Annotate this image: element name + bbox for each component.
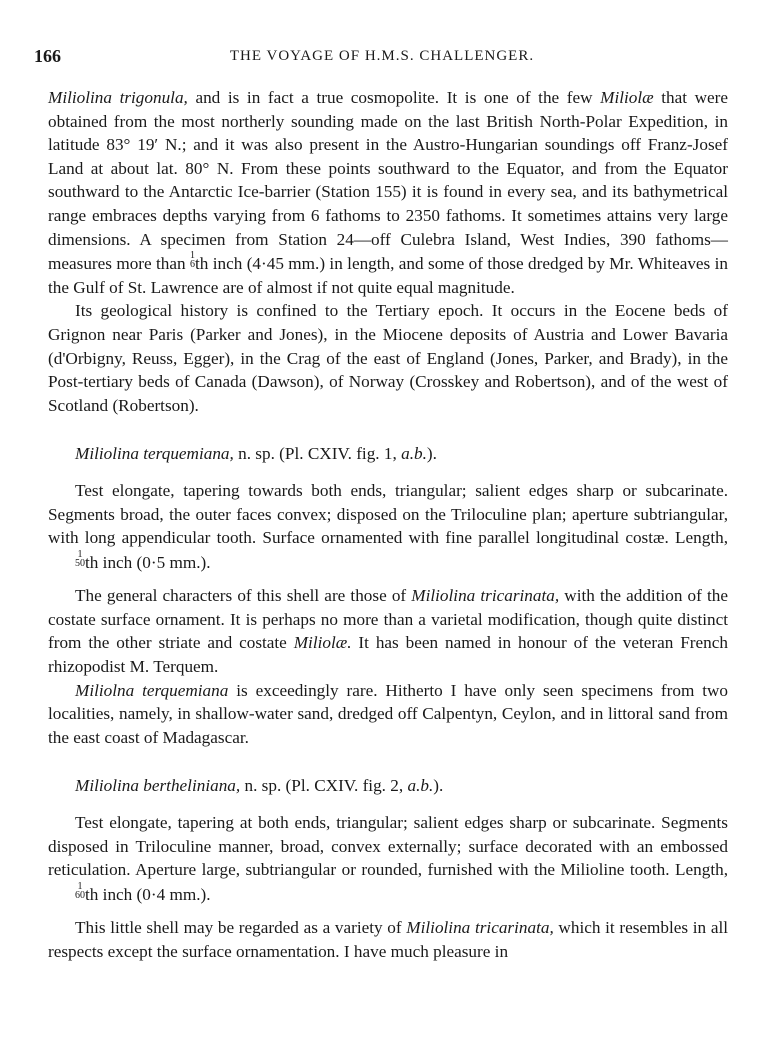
paragraph-geology: Its geological history is confined to the Tertiary epoch. It occurs in the Eocene beds of Grignon near Paris (Parker and Jones), in the Miocene deposits of Austria and Lower Bavaria (d'Orbigny, Reuss, Egger), in the Crag of the east of England (Jones, Parker, and Brady), in the Post-tertiary beds of Canada (Dawson), of Norway (Crosskey and Robertson), and of the west of Scotland (Robertson). [48,301,728,415]
species-description: Test elongate, tapering at both ends, triangular; salient edges sharp or subcarinate. Segments disposed in Triloculine manner, broad, convex externally; surface decorated with an embossed reticulation. Aperture large, subtriangular or rounded, furnished with the Milioline tooth. Length, 1 60 th inch (0·4 mm.). [48,813,728,904]
fraction: 1 50 [75,548,85,569]
species-description: Test elongate, tapering towards both ends, triangular; salient edges sharp or subcarinate. Segments broad, the outer faces convex; disposed on the Triloculine plan; aperture subtriangular, with long appendicular tooth. Surface ornamented with fine parallel longitudinal costæ. Length, 1 50 th inch (0·5 mm.). [48,480,728,572]
page-header [34,46,730,70]
species-heading-bertheliniana: Miliolina bertheliniana, n. sp. (Pl. CXIV. fig. 2, a.b.). [75,776,444,796]
species-remarks: This little shell may be regarded as a variety of Miliolina tricarinata, which it resembles in all respects except the surface ornamentation. I have much pleasure in [48,918,729,961]
species-occurrence: Miliolna terquemiana is exceedingly rare. Hitherto I have only seen specimens from two localities, namely, in shallow-water sand, dredged off Calpentyn, Ceylon, and in littoral sand from the east coast of Madagascar. [48,680,728,747]
paragraph-distribution: Miliolina trigonula, and is in fact a true cosmopolite. It is one of the few Miliolæ that were obtained from the most northerly sounding made on the last British North-Polar Expedition, in latitude 83° 19′ N.; and it was also present in the Austro-Hungarian soundings off Franz-Josef Land at about lat. 80° N. From these points southward to the Equator, and from the Equator southward to the Antarctic Ice-barrier (Station 155) it is found in every sea, and its bathymetrical range embraces depths varying from 6 fathoms to 2350 fathoms. It sometimes attains very large dimensions. A specimen from Station 24—off Culebra Island, West Indies, 390 fathoms—measures more than 1 6 th inch (4·45 mm.) in length, and some of those dredged by Mr. Whiteaves in the Gulf of St. Lawrence are of almost if not quite equal magnitude. [48,88,728,297]
page-number: 166 [34,46,61,66]
fraction: 1 60 [75,880,85,901]
fraction: 1 6 [189,250,195,271]
species-general-characters: The general characters of this shell are those of Miliolina tricarinata, with the addition of the costate surface ornament. It is perhaps no more than a varietal modification, though quite distinct from the other striate and costate Miliolæ. It has been named in honour of the veteran French rhizopodist M. Terquem. [48,586,729,677]
taxon-name: Miliolina trigonula, [48,88,188,107]
running-title: THE VOYAGE OF H.M.S. CHALLENGER. [229,48,535,64]
species-heading-terquemiana: Miliolina terquemiana, n. sp. (Pl. CXIV. fig. 1, a.b.). [75,444,437,464]
page-body [48,86,728,964]
taxon-name: Miliolæ [600,88,654,107]
